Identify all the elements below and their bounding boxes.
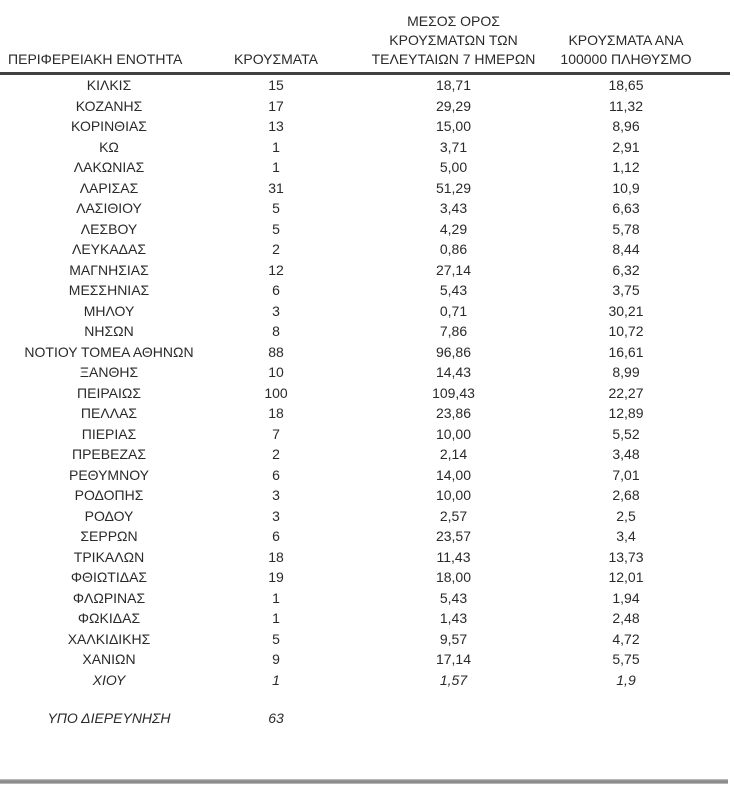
avg7-cell: 3,71	[439, 138, 468, 155]
table-row	[0, 403, 730, 424]
avg7-cell: 27,14	[435, 261, 472, 278]
avg7-cell: 1,43	[439, 610, 468, 626]
filler-cell	[696, 362, 730, 383]
avg7-cell: 2,14	[439, 446, 468, 462]
filler-cell	[696, 444, 730, 465]
avg7-cell: 11,43	[436, 548, 471, 565]
per100k-cell: 12,01	[608, 569, 644, 585]
pending-per100k-cell	[556, 708, 696, 729]
region-cell: ΣΕΡΡΩΝ	[80, 528, 138, 544]
cases-cell: 3	[272, 302, 280, 319]
region-cell: ΚΟΡΙΝΘΙΑΣ	[71, 118, 147, 134]
table-row	[0, 342, 730, 363]
per100k-cell: 30,21	[608, 302, 644, 319]
per100k-cell: 22,27	[608, 384, 644, 401]
cases-cell: 2	[272, 241, 280, 257]
pending-avg7-cell	[351, 708, 556, 729]
region-cell: ΧΑΝΙΩΝ	[82, 651, 136, 667]
avg7-cell: 14,43	[435, 364, 472, 380]
avg7-cell: 15,00	[435, 118, 472, 134]
avg7-cell: 5,43	[439, 282, 468, 298]
region-cell: ΠΕΙΡΑΙΩΣ	[77, 384, 141, 401]
per100k-cell: 18,65	[608, 77, 644, 93]
region-cell: ΦΘΙΩΤΙΔΑΣ	[70, 569, 148, 585]
region-cell: ΚΩ	[99, 138, 119, 155]
cases-cell: 1	[272, 159, 280, 175]
avg7-cell: 18,71	[435, 77, 472, 93]
per100k-cell: 8,99	[612, 364, 640, 380]
avg7-cell: 9,57	[439, 630, 468, 647]
filler-cell	[696, 526, 730, 547]
table-row	[0, 362, 730, 383]
per100k-cell: 6,32	[612, 261, 640, 278]
avg7-cell: 0,71	[439, 302, 468, 319]
header-row	[0, 0, 730, 74]
header-avg7-line1: ΜΕΣΟΣ ΟΡΟΣ	[407, 13, 500, 29]
region-cell: ΚΙΛΚΙΣ	[86, 77, 132, 93]
per100k-cell: 1,12	[612, 159, 640, 175]
pending-filler-cell	[696, 708, 730, 729]
region-cell: ΜΕΣΣΗΝΙΑΣ	[68, 282, 150, 298]
header-filler	[696, 0, 730, 74]
table-row	[0, 321, 730, 342]
region-cell: ΡΟΔΟΠΗΣ	[74, 487, 144, 503]
filler-cell	[696, 670, 730, 691]
filler-cell	[696, 629, 730, 650]
cases-cell: 18	[268, 548, 284, 565]
table-row	[0, 588, 730, 609]
table-row	[0, 280, 730, 301]
avg7-cell: 14,00	[435, 466, 472, 483]
filler-cell	[696, 74, 730, 96]
per100k-cell: 3,75	[612, 282, 640, 298]
per100k-cell: 12,89	[608, 405, 644, 421]
avg7-cell: 17,14	[435, 651, 472, 667]
header-avg7-line3: ΤΕΛΕΥΤΑΙΩΝ 7 ΗΜΕΡΩΝ	[371, 51, 536, 67]
filler-cell	[696, 342, 730, 363]
header-per100k	[556, 0, 696, 74]
cases-cell: 6	[272, 282, 280, 298]
pending-region-cell: ΥΠΟ ΔΙΕΡΕΥΝΗΣΗ	[47, 710, 171, 726]
table-row	[0, 547, 730, 568]
avg7-cell: 96,86	[435, 343, 472, 360]
per100k-cell: 5,75	[612, 651, 640, 667]
table-row	[0, 383, 730, 404]
table-row	[0, 157, 730, 178]
table-row	[0, 116, 730, 137]
region-cell: ΛΑΡΙΣΑΣ	[79, 179, 139, 196]
cases-cell: 15	[268, 77, 284, 93]
filler-cell	[696, 116, 730, 137]
filler-cell	[696, 301, 730, 322]
cases-cell: 2	[272, 446, 280, 462]
filler-cell	[696, 567, 730, 588]
table-row	[0, 178, 730, 199]
table-row	[0, 506, 730, 527]
region-cell: ΜΑΓΝΗΣΙΑΣ	[69, 261, 149, 278]
region-cell: ΝΗΣΩΝ	[84, 323, 134, 339]
region-cell: ΠΙΕΡΙΑΣ	[81, 425, 137, 442]
region-cell: ΧΙΟΥ	[92, 671, 126, 688]
cases-cell: 3	[272, 487, 280, 503]
table-row	[0, 444, 730, 465]
cases-cell: 5	[272, 200, 280, 216]
region-cell: ΠΡΕΒΕΖΑΣ	[71, 446, 146, 462]
per100k-cell: 1,9	[616, 671, 636, 688]
cases-cell: 1	[272, 589, 280, 606]
filler-cell	[696, 465, 730, 486]
avg7-cell: 0,86	[439, 241, 468, 257]
per100k-cell: 13,73	[608, 548, 644, 565]
avg7-cell: 7,86	[439, 323, 468, 339]
avg7-cell: 51,29	[435, 179, 472, 196]
cases-cell: 88	[268, 343, 284, 360]
cases-cell: 17	[268, 97, 284, 114]
region-cell: ΞΑΝΘΗΣ	[79, 364, 139, 380]
header-region-label: ΠΕΡΙΦΕΡΕΙΑΚΗ ΕΝΟΤΗΤΑ	[8, 51, 183, 67]
per100k-cell: 2,48	[612, 610, 640, 626]
region-cell: ΠΕΛΛΑΣ	[80, 405, 138, 421]
filler-cell	[696, 506, 730, 527]
avg7-cell: 3,43	[439, 200, 468, 216]
cases-cell: 31	[268, 179, 284, 196]
per100k-cell: 11,32	[609, 97, 643, 114]
per100k-cell: 16,61	[608, 343, 644, 360]
avg7-cell: 23,86	[435, 405, 472, 421]
region-cell: ΦΛΩΡΙΝΑΣ	[72, 589, 146, 606]
table-row	[0, 74, 730, 96]
avg7-cell: 4,29	[439, 220, 468, 237]
pending-cases-cell: 63	[268, 710, 284, 726]
avg7-cell: 29,29	[435, 97, 472, 114]
header-avg7-line2: ΚΡΟΥΣΜΑΤΩΝ ΤΩΝ	[389, 32, 518, 48]
per100k-cell: 10,9	[612, 179, 640, 196]
table-row	[0, 198, 730, 219]
avg7-cell: 5,43	[439, 589, 468, 606]
table-row	[0, 137, 730, 158]
filler-cell	[696, 157, 730, 178]
per100k-cell: 3,48	[612, 446, 640, 462]
table-row	[0, 485, 730, 506]
region-cell: ΡΕΘΥΜΝΟΥ	[68, 466, 149, 483]
per100k-cell: 8,44	[612, 241, 640, 257]
region-cell: ΡΟΔΟΥ	[84, 507, 134, 524]
per100k-cell: 5,52	[612, 425, 640, 442]
header-per100k-line2: 100000 ΠΛΗΘΥΣΜΟ	[560, 51, 692, 67]
filler-cell	[696, 321, 730, 342]
cases-cell: 10	[268, 364, 284, 380]
filler-cell	[696, 649, 730, 670]
table-footer	[0, 690, 730, 729]
table-row	[0, 567, 730, 588]
avg7-cell: 23,57	[435, 528, 472, 544]
bottom-divider-rule	[0, 779, 728, 784]
table-body	[0, 74, 730, 691]
table-row	[0, 301, 730, 322]
avg7-cell: 109,43	[432, 384, 475, 401]
table-row	[0, 465, 730, 486]
table-row	[0, 96, 730, 117]
region-cell: ΛΑΣΙΘΙΟΥ	[76, 200, 142, 216]
avg7-cell: 10,00	[435, 487, 472, 503]
cases-cell: 19	[268, 569, 284, 585]
filler-cell	[696, 588, 730, 609]
table-row	[0, 649, 730, 670]
avg7-cell: 10,00	[435, 425, 472, 442]
pending-row	[0, 708, 730, 729]
cases-cell: 1	[272, 610, 280, 626]
region-cell: ΜΗΛΟΥ	[83, 302, 135, 319]
cases-cell: 18	[268, 405, 284, 421]
per100k-cell: 8,96	[612, 118, 640, 134]
filler-cell	[696, 403, 730, 424]
filler-cell	[696, 178, 730, 199]
table-row	[0, 424, 730, 445]
avg7-cell: 2,57	[439, 507, 468, 524]
table-row	[0, 260, 730, 281]
filler-cell	[696, 424, 730, 445]
header-avg7	[351, 0, 556, 74]
cases-cell: 1	[272, 138, 280, 155]
filler-cell	[696, 219, 730, 240]
filler-cell	[696, 96, 730, 117]
per100k-cell: 2,5	[616, 507, 636, 524]
filler-cell	[696, 608, 730, 629]
table-header	[0, 0, 730, 74]
region-cell: ΧΑΛΚΙΔΙΚΗΣ	[67, 630, 151, 647]
region-cell: ΛΕΣΒΟΥ	[80, 220, 138, 237]
per100k-cell: 2,91	[612, 138, 640, 155]
cases-cell: 3	[272, 507, 280, 524]
header-cases-label: ΚΡΟΥΣΜΑΤΑ	[234, 51, 318, 67]
cases-cell: 6	[272, 466, 280, 483]
table-row	[0, 629, 730, 650]
cases-cell: 7	[272, 425, 280, 442]
table-row	[0, 670, 730, 691]
per100k-cell: 1,94	[612, 589, 640, 606]
cases-cell: 6	[272, 528, 280, 544]
filler-cell	[696, 383, 730, 404]
spacer-row	[0, 690, 730, 708]
per100k-cell: 5,78	[612, 220, 640, 237]
spacer-cell	[0, 690, 730, 708]
region-cell: ΛΑΚΩΝΙΑΣ	[73, 159, 145, 175]
filler-cell	[696, 137, 730, 158]
per100k-cell: 2,68	[612, 487, 640, 503]
header-region	[0, 0, 201, 74]
filler-cell	[696, 260, 730, 281]
region-cell: ΤΡΙΚΑΛΩΝ	[73, 548, 145, 565]
table-row	[0, 239, 730, 260]
avg7-cell: 18,00	[435, 569, 472, 585]
cases-cell: 100	[264, 384, 288, 401]
table-row	[0, 608, 730, 629]
cases-cell: 12	[268, 261, 284, 278]
region-cell: ΛΕΥΚΑΔΑΣ	[71, 241, 147, 257]
filler-cell	[696, 547, 730, 568]
filler-cell	[696, 485, 730, 506]
region-cell: ΦΩΚΙΔΑΣ	[77, 610, 141, 626]
table-row	[0, 219, 730, 240]
avg7-cell: 1,57	[439, 671, 468, 688]
per100k-cell: 6,63	[612, 200, 640, 216]
filler-cell	[696, 198, 730, 219]
header-cases	[201, 0, 351, 74]
avg7-cell: 5,00	[439, 159, 468, 175]
cases-cell: 9	[272, 651, 280, 667]
region-cell: ΝΟΤΙΟΥ ΤΟΜΕΑ ΑΘΗΝΩΝ	[24, 343, 194, 360]
per100k-cell: 10,72	[608, 323, 644, 339]
cases-cell: 1	[272, 671, 280, 688]
per100k-cell: 4,72	[612, 630, 640, 647]
cases-cell: 13	[268, 118, 284, 134]
per100k-cell: 7,01	[612, 466, 640, 483]
header-per100k-line1: ΚΡΟΥΣΜΑΤΑ ΑΝΑ	[568, 32, 684, 48]
region-cell: ΚΟΖΑΝΗΣ	[75, 97, 143, 114]
per100k-cell: 3,4	[616, 528, 636, 544]
filler-cell	[696, 280, 730, 301]
cases-cell: 5	[272, 630, 280, 647]
cases-cell: 8	[272, 323, 280, 339]
filler-cell	[696, 239, 730, 260]
cases-cell: 5	[272, 220, 280, 237]
table-row	[0, 526, 730, 547]
